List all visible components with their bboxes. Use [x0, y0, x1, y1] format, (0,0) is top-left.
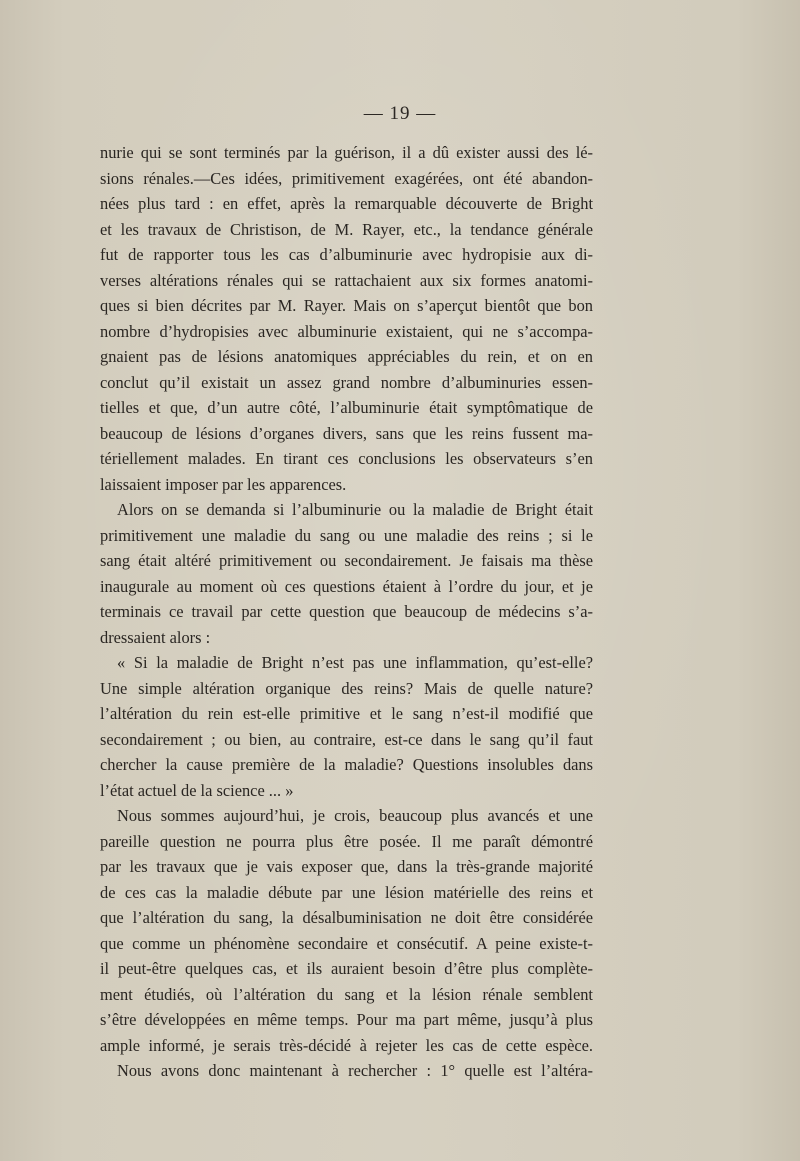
text-line: sions rénales.—Ces idées, primitivement exagérées, ont été abandon- — [100, 168, 593, 188]
text-line: tériellement malades. En tirant ces conclusions les observateurs s’en — [100, 449, 593, 468]
text-line: Nous sommes aujourd’hui, je crois, beaucoup plus avancés et une — [117, 806, 593, 825]
text-line: Nous avons donc maintenant à rechercher : 1° quelle est l’altéra- — [117, 1061, 593, 1080]
text-line: l’état actuel de la science ... » — [100, 780, 294, 800]
text-line: gnaient pas de lésions anatomiques appréciables du rein, et on en — [100, 347, 593, 366]
page-number: — 19 — — [363, 103, 437, 124]
text-line: laissaient imposer par les apparences. — [100, 474, 347, 494]
text-line: conclut qu’il existait un assez grand nombre d’albuminuries essen- — [100, 372, 593, 392]
text-line: sang était altéré primitivement ou secondairement. Je faisais ma thèse — [100, 551, 593, 570]
text-line: il peut-être quelques cas, et ils auraient besoin d’être plus complète- — [100, 959, 593, 978]
text-line: par les travaux que je vais exposer que, dans la très-grande majorité — [100, 857, 593, 876]
text-line: « Si la maladie de Bright n’est pas une inflammation, qu’est-elle? — [117, 653, 593, 672]
text-line: ques si bien décrites par M. Rayer. Mais on s’aperçut bientôt que bon — [100, 296, 593, 315]
text-line: terminais ce travail par cette question que beaucoup de médecins s’a- — [100, 602, 593, 621]
text-line: et les travaux de Christison, de M. Rayer, etc., la tendance générale — [100, 219, 593, 239]
text-line: secondairement ; ou bien, au contraire, est-ce dans le sang qu’il faut — [100, 729, 593, 749]
text-line: primitivement une maladie du sang ou une maladie des reins ; si le — [100, 525, 593, 545]
text-line: Alors on se demanda si l’albuminurie ou la maladie de Bright était — [117, 500, 593, 519]
text-line: fut de rapporter tous les cas d’albuminurie avec hydropisie aux di- — [100, 245, 593, 264]
text-line: chercher la cause première de la maladie? Questions insolubles dans — [100, 755, 593, 774]
text-line: verses altérations rénales qui se rattachaient aux six formes anatomi- — [100, 270, 593, 290]
text-line: Une simple altération organique des reins? Mais de quelle nature? — [100, 678, 593, 698]
text-line: inaugurale au moment où ces questions étaient à l’ordre du jour, et je — [100, 576, 593, 596]
text-line: que l’altération du sang, la désalbuminisation ne doit être considérée — [100, 908, 593, 927]
text-line: dressaient alors : — [100, 627, 211, 647]
text-line: ment étudiés, où l’altération du sang et la lésion rénale semblent — [100, 984, 593, 1004]
text-line: beaucoup de lésions d’organes divers, sans que les reins fussent ma- — [100, 423, 593, 443]
text-line: s’être développées en même temps. Pour ma part même, jusqu’à plus — [100, 1010, 593, 1029]
text-line: nurie qui se sont terminés par la guérison, il a dû exister aussi des lé- — [100, 143, 593, 162]
text-line: nombre d’hydropisies avec albuminurie existaient, qui ne s’accompa- — [100, 321, 593, 341]
text-line: de ces cas la maladie débute par une lésion matérielle des reins et — [100, 882, 593, 902]
text-line: ample informé, je serais très-décidé à rejeter les cas de cette espèce. — [100, 1035, 593, 1055]
text-line: tielles et que, d’un autre côté, l’albuminurie était symptômatique de — [100, 398, 593, 417]
text-line: l’altération du rein est-elle primitive et le sang n’est-il modifié que — [100, 704, 593, 723]
text-line: pareille question ne pourra plus être posée. Il me paraît démontré — [100, 831, 593, 851]
body-text — [100, 140, 593, 1084]
text-line: que comme un phénomène secondaire et consécutif. A peine existe-t- — [100, 933, 593, 953]
text-line: nées plus tard : en effet, après la remarquable découverte de Bright — [100, 194, 593, 213]
